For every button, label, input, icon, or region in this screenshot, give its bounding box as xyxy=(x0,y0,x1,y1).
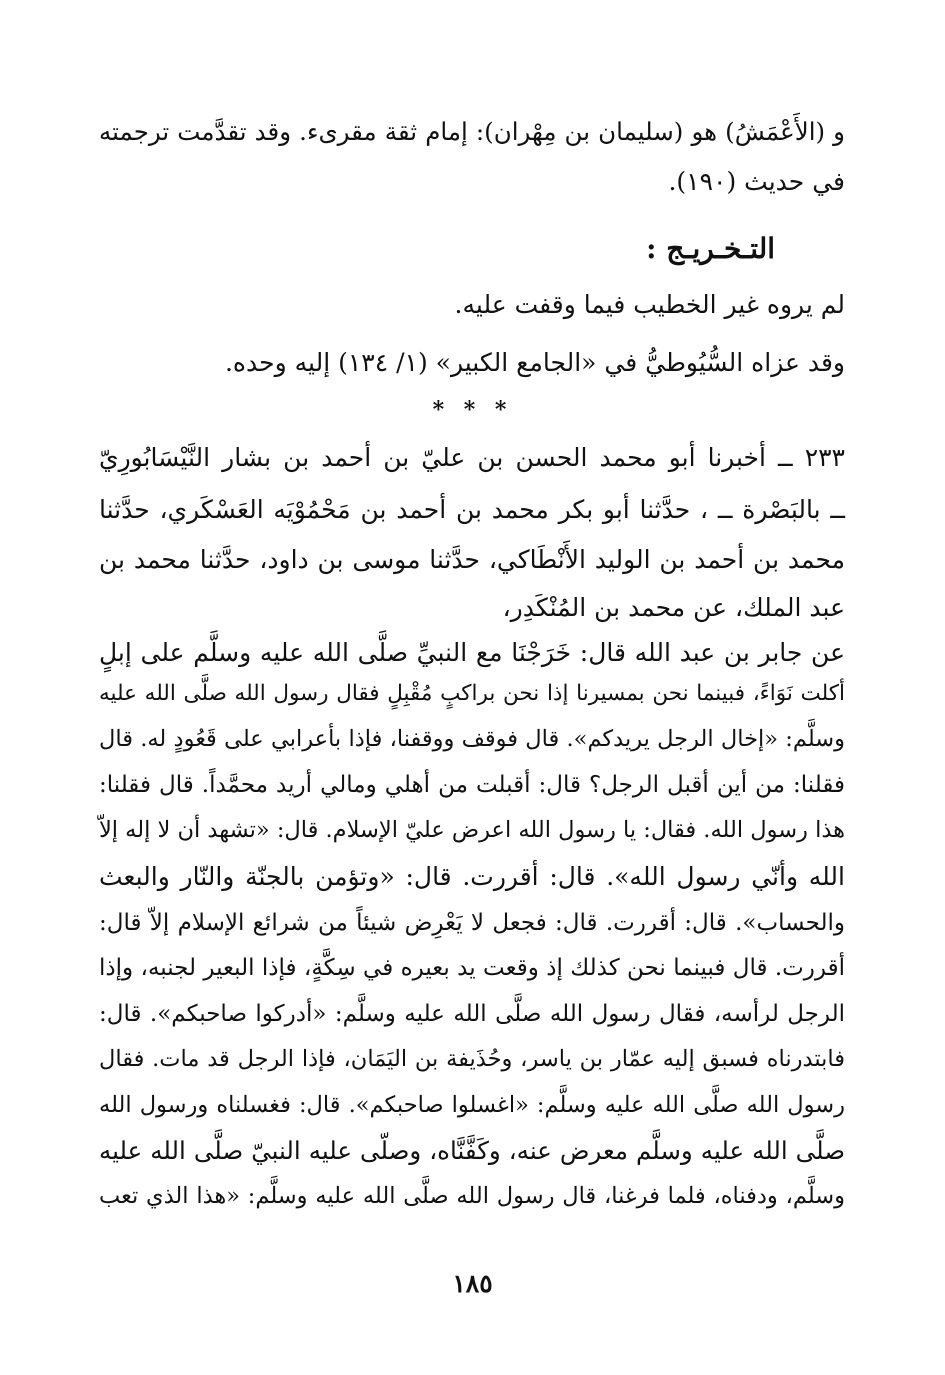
hadith-line-13: الرجل لرأسه، فقال رسول الله صلَّى الله عليه وسلَّم: «أدركوا صاحبكم». قال: xyxy=(99,1001,845,1027)
hadith-line-8: فقلنا: من أين أقبل الرجل؟ قال: أقبلت من أهلي ومالي أريد محمَّداً. قال فقلنا: xyxy=(99,772,845,798)
hadith-line-1: ٢٣٣ ــ أخبرنا أبو محمد الحسن بن عليّ بن أحمد بن بشار النَّيْسَابُورِيّ xyxy=(99,443,845,472)
hadith-line-7: وسلَّم: «إخال الرجل يريدكم». قال فوقف ووقفنا، فإذا بأعرابي على قَعُودٍ له. قال xyxy=(99,726,845,752)
hadith-line-12: أقررت. قال فبينما نحن كذلك إذ وقعت يد بعيره في سِكَّةٍ، فإذا البعير لجنبه، وإذا xyxy=(99,955,845,981)
page-number: ١٨٥ xyxy=(452,1269,493,1298)
hadith-line-4: عبد الملك، عن محمد بن المُنْكَدِر، xyxy=(502,593,845,622)
hadith-line-5: عن جابر بن عبد الله قال: خَرَجْنَا مع النبيِّ صلَّى الله عليه وسلَّم على إبلٍ xyxy=(99,638,845,667)
hadith-line-2: ــ بالبَصْرة ــ ، حدَّثنا أبو بكر محمد بن أحمد بن مَحْمُوْيَه العَسْكَري، حدَّثنا xyxy=(99,495,845,524)
note-line-1: و (الأَعْمَشُ) هو (سليمان بن مِهْران): إمام ثقة مقرىء. وقد تقدَّمت ترجمته xyxy=(99,117,845,146)
section-separator: * * * xyxy=(432,397,513,423)
takhrij-line-2: وقد عزاه السُّيُوطيُّ في «الجامع الكبير» (١/ ١٣٤) إليه وحده. xyxy=(224,348,845,377)
hadith-line-9: هذا رسول الله. فقال: يا رسول الله اعرض عليّ الإسلام. قال: «تشهد أن لا إله إلاّ xyxy=(98,817,845,843)
note-line-2: في حديث (١٩٠). xyxy=(668,167,845,196)
hadith-line-10: الله وأنّي رسول الله». قال: أقررت. قال: «وتؤمن بالجنّة والنّار والبعث xyxy=(99,862,845,891)
takhrij-heading: التـخـريـج : xyxy=(646,232,775,265)
hadith-line-14: فابتدرناه فسبق إليه عمّار بن ياسر، وحُذَيفة بن اليَمَان، فإذا الرجل قد مات. فقال xyxy=(99,1046,845,1072)
hadith-line-3: محمد بن أحمد بن الوليد الأَنْطَاكي، حدَّثنا موسى بن داود، حدَّثنا محمد بن xyxy=(99,545,845,574)
hadith-line-6: أكلت نَوَاءً، فبينما نحن بمسيرنا إذا نحن براكبٍ مُقْبِلٍ فقال رسول الله صلَّى الله عليه xyxy=(99,681,845,706)
hadith-line-17: وسلَّم، ودفناه، فلما فرغنا، قال رسول الله صلَّى الله عليه وسلَّم: «هذا الذي تعب xyxy=(99,1183,845,1209)
takhrij-line-1: لم يروه غير الخطيب فيما وقفت عليه. xyxy=(454,290,845,319)
hadith-line-11: والحساب». قال: أقررت. قال: فجعل لا يَعْرِض شيئاً من شرائع الإسلام إلاّ قال: xyxy=(99,910,845,936)
hadith-line-15: رسول الله صلَّى الله عليه وسلَّم: «اغسلوا صاحبكم». قال: فغسلناه ورسول الله xyxy=(99,1092,845,1118)
hadith-line-16: صلَّى الله عليه وسلَّم معرض عنه، وكَفَّنَّاه، وصلّى عليه النبيّ صلَّى الله عليه xyxy=(99,1136,845,1165)
